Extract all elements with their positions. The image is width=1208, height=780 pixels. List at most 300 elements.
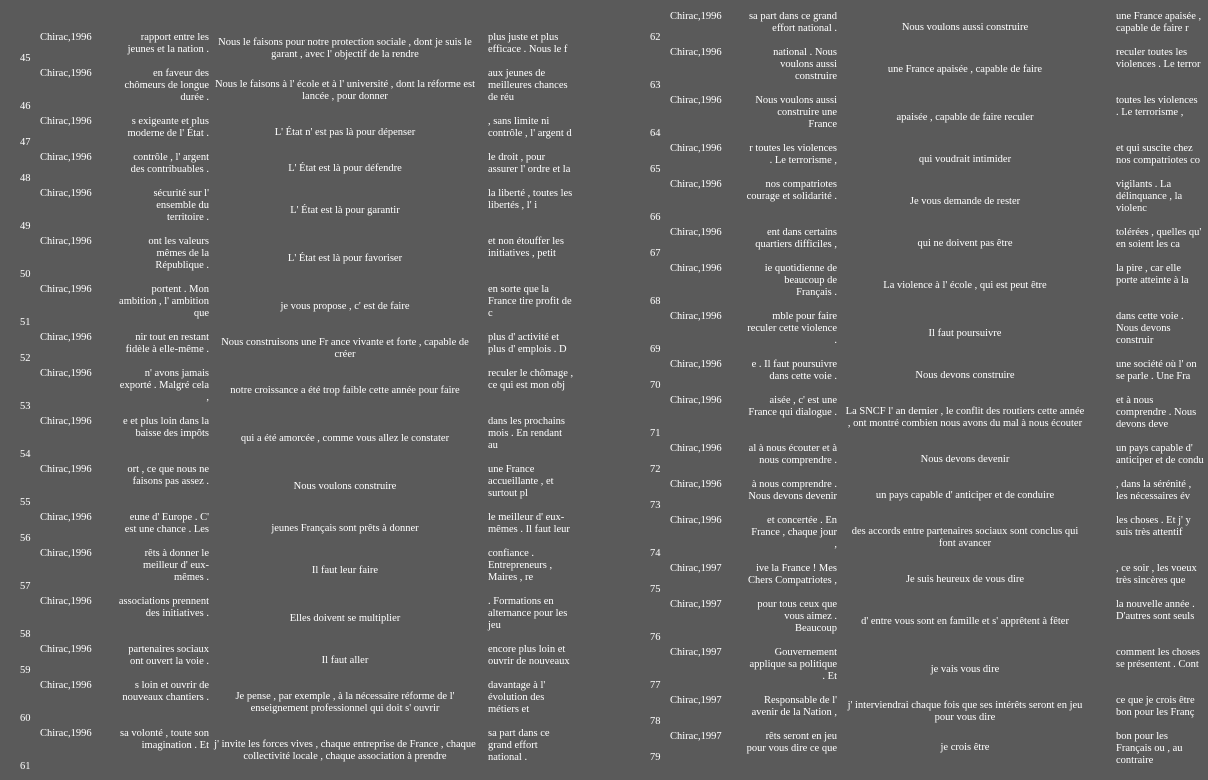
right-context (1116, 479, 1208, 503)
row-number: 52 (20, 353, 31, 364)
left-context-line: s loin et ouvrir de (134, 680, 209, 691)
author-name: Chirac, (40, 680, 71, 691)
author-year (40, 32, 92, 43)
right-context-line: dans les prochains (488, 416, 565, 427)
left-context-line: ont les valeurs (148, 236, 209, 247)
left-context-line: . Le terrorisme , (769, 155, 837, 166)
left-context-line: baisse des impôts (135, 428, 209, 439)
keyword-segment: Nous le faisons pour notre protection sociale , dont je suis le garant , avec l' objectif de la rendre (218, 37, 472, 60)
left-context (720, 731, 837, 755)
author-year (670, 47, 722, 58)
right-context-line: et à nous (1116, 395, 1154, 406)
left-context-line: sécurité sur l' (153, 188, 209, 199)
right-context (1116, 599, 1208, 623)
row-number: 62 (650, 32, 661, 43)
left-context-line: contrôle , l' argent (133, 152, 209, 163)
year: 1996 (70, 236, 92, 247)
right-context-line: se parle . Une Fra (1116, 371, 1191, 382)
right-context-line: comment les choses (1116, 647, 1200, 658)
right-context-line: efficace . Nous le f (488, 44, 568, 55)
keyword-segment: une France apaisée , capable de faire (887, 64, 1043, 75)
left-context-line: nouveaux chantiers . (122, 692, 209, 703)
row-number: 59 (20, 665, 31, 676)
right-context-line: en sorte que la (488, 284, 549, 295)
author-year (670, 359, 722, 370)
author-name: Chirac, (670, 563, 701, 574)
right-context (488, 236, 584, 260)
author-name: Chirac, (40, 68, 71, 79)
author-year (40, 548, 92, 559)
left-context-line: mêmes . (174, 572, 209, 583)
row-number: 67 (650, 248, 661, 259)
right-context (488, 416, 584, 452)
right-context-line: Maires , re (488, 572, 534, 583)
right-context-line: . Formations en (488, 596, 554, 607)
right-context (488, 368, 584, 392)
author-year (670, 647, 722, 658)
right-context-line: mêmes . Il faut leur (488, 524, 570, 535)
left-context-line: associations prennent (118, 596, 209, 607)
author-name: Chirac, (670, 263, 701, 274)
keyword-segment: L' État est là pour favoriser (287, 253, 403, 264)
year: 1997 (700, 599, 722, 610)
right-context-line: et qui suscite chez (1116, 143, 1193, 154)
left-context-line: Nous voulons aussi (755, 95, 837, 106)
right-context-line: c (488, 308, 493, 319)
right-context-line: meilleures chances (488, 80, 568, 91)
keyword-segment: des accords entre partenaires sociaux sont conclus qui font avancer (851, 526, 1079, 549)
left-context-line: Nous devons devenir (748, 491, 837, 502)
right-context (488, 68, 584, 104)
right-context-line: , ce soir , les voeux (1116, 563, 1197, 574)
left-context (90, 284, 209, 320)
left-context-line: nous comprendre . (759, 455, 837, 466)
right-context-line: nos compatriotes co (1116, 155, 1200, 166)
author-name: Chirac, (670, 395, 701, 406)
author-name: Chirac, (670, 311, 701, 322)
left-context-line: République . (155, 260, 209, 271)
year: 1996 (70, 332, 92, 343)
concordance-row (0, 463, 604, 511)
right-context-line: délinquance , la (1116, 191, 1183, 202)
left-context (720, 47, 837, 83)
row-number: 63 (650, 80, 661, 91)
concordance-row (0, 547, 604, 595)
author-year (670, 311, 722, 322)
keyword-segment: notre croissance a été trop faible cette année pour faire (230, 385, 460, 396)
left-context-line: ambition , l' ambition (119, 296, 209, 307)
right-context-line: plus d' activité et (488, 332, 559, 343)
right-context-line: libertés , l' i (488, 200, 538, 211)
concordance-row (620, 562, 1208, 598)
author-year (40, 236, 92, 247)
keyword-segment: Nous devons devenir (920, 454, 1010, 465)
concordance-row (620, 178, 1208, 226)
author-year (670, 11, 722, 22)
right-context-line: un pays capable d' (1116, 443, 1193, 454)
right-context (488, 284, 584, 320)
right-context-line: comprendre . Nous (1116, 407, 1197, 418)
concordance-row (620, 310, 1208, 358)
left-context-line: et concertée . En (767, 515, 837, 526)
concordance-row (0, 31, 604, 67)
left-context-line: en faveur des (153, 68, 209, 79)
concordance-row (620, 694, 1208, 730)
right-context-line: D'autres sont seuls (1116, 611, 1195, 622)
right-context-line: ce qui est mon obj (488, 380, 565, 391)
author-name: Chirac, (670, 47, 701, 58)
row-number: 56 (20, 533, 31, 544)
right-context-line: de réu (488, 92, 514, 103)
year: 1996 (700, 359, 722, 370)
year: 1996 (700, 515, 722, 526)
row-number: 72 (650, 464, 661, 475)
year: 1996 (700, 479, 722, 490)
right-context (1116, 143, 1208, 167)
right-context-line: mois . En rendant (488, 428, 563, 439)
year: 1996 (70, 680, 92, 691)
author-year (40, 416, 92, 427)
left-context-line: quartiers difficiles , (755, 239, 837, 250)
right-context-line: en soient les ca (1116, 239, 1180, 250)
concordance-row (0, 727, 604, 775)
right-context (488, 680, 584, 716)
left-context (720, 395, 837, 419)
concordance-row (0, 331, 604, 367)
author-name: Chirac, (40, 728, 71, 739)
row-number: 78 (650, 716, 661, 727)
left-context-line: avenir de la Nation , (751, 707, 837, 718)
author-name: Chirac, (670, 695, 701, 706)
author-name: Chirac, (40, 236, 71, 247)
concordance-row (620, 46, 1208, 94)
author-name: Chirac, (40, 32, 71, 43)
right-context-line: une France apaisée , (1116, 11, 1202, 22)
author-year (670, 443, 722, 454)
left-context-line: rêts à donner le (144, 548, 209, 559)
author-name: Chirac, (40, 512, 71, 523)
right-context (1116, 647, 1208, 671)
right-context-line: alternance pour les (488, 608, 568, 619)
author-year (40, 512, 92, 523)
right-context-line: surtout pl (488, 488, 528, 499)
row-number: 58 (20, 629, 31, 640)
right-context-line: le meilleur d' eux- (488, 512, 565, 523)
year: 1996 (70, 512, 92, 523)
left-context-line: imagination . Et (141, 740, 209, 751)
author-name: Chirac, (670, 731, 701, 742)
author-name: Chirac, (40, 548, 71, 559)
year: 1997 (700, 563, 722, 574)
keyword-segment: qui a été amorcée , comme vous allez le constater (240, 433, 450, 444)
right-context-line: France tire profit de (488, 296, 572, 307)
author-name: Chirac, (40, 644, 71, 655)
keyword-segment: Je pense , par exemple , à la nécessaire réforme de l' enseignement professionnel qui doit s' ouvrir (235, 691, 455, 714)
concordance-row (620, 10, 1208, 46)
right-context-line: suis très attentif (1116, 527, 1183, 538)
keyword-segment: Nous construisons une Fr ance vivante et forte , capable de créer (221, 337, 469, 360)
row-number: 66 (650, 212, 661, 223)
concordance-row (0, 643, 604, 679)
concordance-row (620, 394, 1208, 442)
left-context-line: . Et (822, 671, 837, 682)
right-context-line: tolérées , quelles qu' (1116, 227, 1202, 238)
left-context-line: nir tout en restant (135, 332, 209, 343)
right-context-line: reculer le chômage , (488, 368, 574, 379)
keyword-segment: un pays capable d' anticiper et de conduire (875, 490, 1055, 501)
left-context (720, 647, 837, 683)
right-context-line: plus juste et plus (488, 32, 559, 43)
left-context-line: ent dans certains (767, 227, 837, 238)
year: 1996 (70, 728, 92, 739)
left-context (90, 512, 209, 536)
left-context (720, 11, 837, 35)
left-context-line: rapport entre les (140, 32, 209, 43)
author-year (670, 563, 722, 574)
row-number: 61 (20, 761, 31, 772)
concordance-row (0, 367, 604, 415)
year: 1996 (700, 143, 722, 154)
right-context-line: grand effort (488, 740, 538, 751)
row-number: 49 (20, 221, 31, 232)
row-number: 79 (650, 752, 661, 763)
right-context-line: très sincères que (1116, 575, 1186, 586)
keyword-segment: Nous voulons construire (293, 481, 397, 492)
right-context-line: jeu (488, 620, 501, 631)
left-context-line: e . Il faut poursuivre (751, 359, 837, 370)
keyword-segment: L' État est là pour garantir (290, 205, 400, 216)
left-context-line: Français . (796, 287, 837, 298)
author-year (670, 95, 722, 106)
left-context (90, 188, 209, 224)
year: 1996 (70, 464, 92, 475)
left-context-line: Responsable de l' (763, 695, 837, 706)
author-name: Chirac, (40, 368, 71, 379)
right-context-line: . Le terrorisme , (1116, 107, 1184, 118)
keyword-segment: Nous voulons aussi construire (901, 22, 1029, 33)
concordance-row (620, 646, 1208, 694)
left-context-line: nos compatriotes (765, 179, 837, 190)
author-name: Chirac, (670, 143, 701, 154)
right-context (488, 644, 584, 668)
right-context-line: aux jeunes de (488, 68, 546, 79)
year: 1996 (700, 11, 722, 22)
keyword-segment: Je vous demande de rester (909, 196, 1021, 207)
left-context-line: . (834, 335, 837, 346)
author-name: Chirac, (670, 443, 701, 454)
author-name: Chirac, (40, 284, 71, 295)
right-context-line: vigilants . La (1116, 179, 1172, 190)
keyword-segment: La violence à l' école , qui est peut être (883, 280, 1047, 291)
keyword-segment: apaisée , capable de faire reculer (896, 112, 1034, 123)
author-name: Chirac, (670, 359, 701, 370)
year: 1996 (700, 311, 722, 322)
row-number: 54 (20, 449, 31, 460)
row-number: 75 (650, 584, 661, 595)
author-year (40, 680, 92, 691)
row-number: 60 (20, 713, 31, 724)
left-context-line: partenaires sociaux (128, 644, 209, 655)
year: 1996 (70, 68, 92, 79)
year: 1996 (70, 416, 92, 427)
left-context-line: voulons aussi (780, 59, 837, 70)
right-context-line: Entrepreneurs , (488, 560, 553, 571)
concordance-row (620, 226, 1208, 262)
concordance-row (0, 595, 604, 643)
author-year (40, 596, 92, 607)
left-context-line: reculer cette violence (747, 323, 837, 334)
author-year (670, 731, 722, 742)
left-context-line: France (808, 119, 837, 130)
right-context-line: dans cette voie . (1116, 311, 1184, 322)
left-context (720, 563, 837, 587)
year: 1996 (700, 179, 722, 190)
right-context-line: les choses . Et j' y (1116, 515, 1191, 526)
left-context-line: construire une (777, 107, 837, 118)
year: 1997 (700, 731, 722, 742)
left-context-line: ie quotidienne de (764, 263, 837, 274)
author-name: Chirac, (670, 599, 701, 610)
left-context-line: eune d' Europe . C' (129, 512, 209, 523)
row-number: 77 (650, 680, 661, 691)
right-context-line: se présentent . Cont (1116, 659, 1199, 670)
left-context (720, 263, 837, 299)
author-year (670, 695, 722, 706)
left-context (720, 359, 837, 383)
author-year (40, 152, 92, 163)
year: 1996 (700, 47, 722, 58)
row-number: 51 (20, 317, 31, 328)
left-context-line: portent . Mon (151, 284, 209, 295)
right-context-line: une société où l' on (1116, 359, 1197, 370)
concordance-row (0, 415, 604, 463)
left-context (720, 599, 837, 635)
concordance-row (0, 67, 604, 115)
right-context (488, 548, 584, 584)
left-context (720, 95, 837, 131)
left-context-line: des initiatives . (145, 608, 209, 619)
year: 1997 (700, 695, 722, 706)
right-context-line: violences . Le terror (1116, 59, 1201, 70)
left-context-line: effort national . (772, 23, 837, 34)
keyword-segment: je crois être (940, 742, 990, 753)
keyword-segment: qui voudrait intimider (918, 154, 1012, 165)
right-context-line: national . (488, 752, 528, 763)
keyword-segment: Elles doivent se multiplier (289, 613, 401, 624)
right-context (488, 116, 584, 140)
author-year (40, 68, 92, 79)
keyword-segment: Il faut poursuivre (928, 328, 1002, 339)
concordance-row (620, 442, 1208, 478)
left-context (90, 548, 209, 584)
keyword-segment: j' interviendrai chaque fois que ses intérêts seront en jeu pour vous dire (847, 700, 1083, 723)
left-context (90, 116, 209, 140)
concordance-row (0, 511, 604, 547)
left-context-line: construire (795, 71, 837, 82)
left-context-line: France , chaque jour (751, 527, 837, 538)
author-year (40, 644, 92, 655)
left-context-line: e et plus loin dans la (122, 416, 209, 427)
left-context (90, 680, 209, 704)
keyword-segment: j' invite les forces vives , chaque entreprise de France , chaque collectivité locale , chaque association à prendre (214, 739, 476, 762)
year: 1996 (700, 395, 722, 406)
keyword-segment: d' entre vous sont en famille et s' apprêtent à fêter (861, 616, 1069, 627)
right-context (1116, 695, 1208, 719)
author-name: Chirac, (670, 179, 701, 190)
author-name: Chirac, (40, 152, 71, 163)
row-number: 74 (650, 548, 661, 559)
left-context-line: Beaucoup (795, 623, 837, 634)
year: 1996 (700, 95, 722, 106)
year: 1996 (70, 116, 92, 127)
concordance-row (0, 283, 604, 331)
left-context-line: exporté . Malgré cela (119, 380, 209, 391)
left-context-line: al à nous écouter et à (748, 443, 837, 454)
left-context-line: Chers Compatriotes , (748, 575, 837, 586)
left-context-line: dans cette voie . (769, 371, 837, 382)
author-year (670, 143, 722, 154)
left-context-line: r toutes les violences (749, 143, 837, 154)
author-name: Chirac, (40, 596, 71, 607)
row-number: 68 (650, 296, 661, 307)
author-year (40, 116, 92, 127)
right-context-line: initiatives , petit (488, 248, 556, 259)
author-year (40, 332, 92, 343)
keyword-segment: Il faut leur faire (311, 565, 379, 576)
row-number: 46 (20, 101, 31, 112)
right-context-line: métiers et (488, 704, 530, 715)
concordance-row (0, 115, 604, 151)
left-context-line: moderne de l' État . (127, 128, 209, 139)
left-context (90, 644, 209, 668)
left-context-line: ont ouvert la voie . (129, 656, 209, 667)
right-context-line: la liberté , toutes les (488, 188, 573, 199)
right-context-line: anticiper et de condu (1116, 455, 1204, 466)
left-context-line: durée . (180, 92, 209, 103)
year: 1996 (70, 284, 92, 295)
concordance-column-right (620, 0, 1208, 766)
year: 1996 (700, 227, 722, 238)
author-name: Chirac, (670, 11, 701, 22)
left-context-line: s exigeante et plus (131, 116, 209, 127)
row-number: 69 (650, 344, 661, 355)
left-context-line: Gouvernement (774, 647, 837, 658)
year: 1996 (70, 32, 92, 43)
author-name: Chirac, (40, 416, 71, 427)
row-number: 47 (20, 137, 31, 148)
left-context (720, 227, 837, 251)
concordance-row (620, 730, 1208, 766)
author-year (670, 179, 722, 190)
concordance-column-left (0, 0, 604, 775)
concordance-row (0, 679, 604, 727)
right-context (488, 728, 584, 764)
right-context (488, 32, 584, 56)
left-context-line: aisée , c' est une (769, 395, 837, 406)
concordance-row (620, 514, 1208, 562)
right-context-line: violenc (1116, 203, 1147, 214)
author-year (670, 263, 722, 274)
row-number: 76 (650, 632, 661, 643)
left-context (90, 416, 209, 440)
right-context (1116, 311, 1208, 347)
left-context-line: fidèle à elle-même . (125, 344, 209, 355)
right-context (1116, 563, 1208, 587)
left-context-line: chômeurs de longue (124, 80, 209, 91)
right-context-line: sa part dans ce (488, 728, 550, 739)
left-context-line: jeunes et la nation . (127, 44, 209, 55)
right-context-line: la pire , car elle (1116, 263, 1181, 274)
